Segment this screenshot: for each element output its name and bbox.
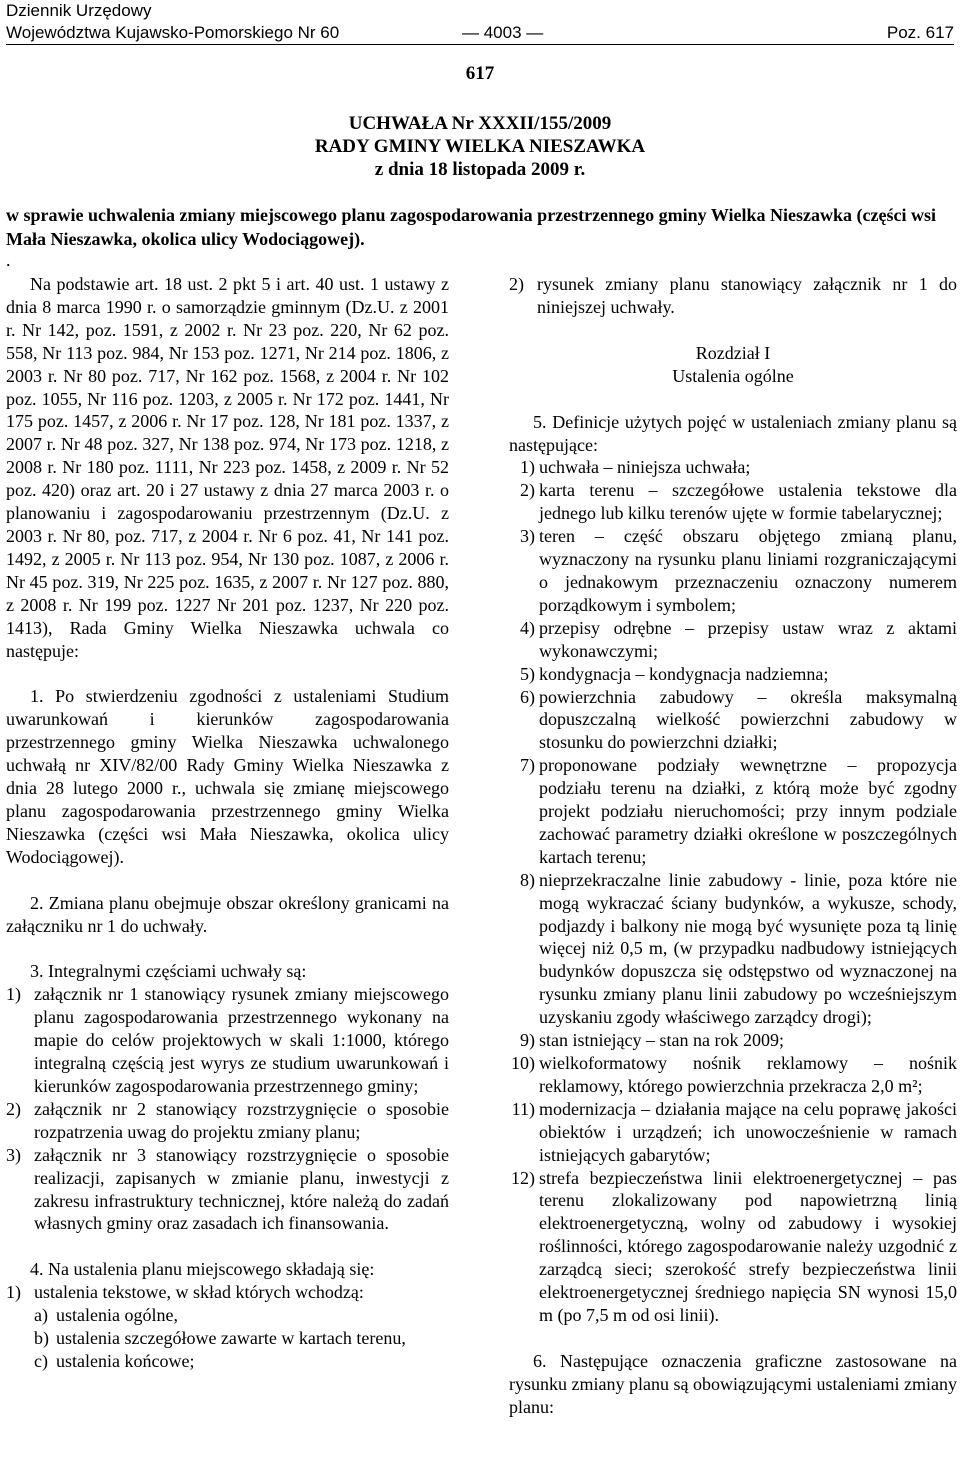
definition-item: 2) karta terenu – szczegółowe ustalenia tekstowe dla jednego lub kilku terenów ujęte w formie tabelarycznej; [520,480,957,524]
definitions-list [509,456,957,1326]
document-title [0,112,960,181]
journal-issue: Województwa Kujawsko-Pomorskiego Nr 60 [6,23,340,42]
definition-item: 5) kondygnacja – kondygnacja nadziemna; [520,663,829,684]
definition-item: 7) proponowane podziały wewnętrzne – propozycja podziału terenu na działki, z którą może być zgodny projekt podziału nieruchomości; przy innym podziale zachować parametry działki określone w poszczególnych kartach terenu; [520,755,957,867]
section-3-list [6,983,449,1235]
list-item: 1) ustalenia tekstowe, w skład których wchodzą: a) ustalenia ogólne, b) ustalenia szczegółowe zawarte w kartach terenu, c) ustalenia końcowe; [6,1281,449,1373]
definition-item: 1) uchwała – niniejsza uchwała; [520,457,751,478]
council-name: RADY GMINY WIELKA NIESZAWKA [314,136,646,157]
resolution-number: UCHWAŁA Nr XXXII/155/2009 [348,113,612,134]
right-column [509,273,957,1419]
sub-list-item: a) ustalenia ogólne, [34,1305,178,1326]
definition-item: 9) stan istniejący – stan na rok 2009; [520,1030,784,1051]
journal-name: Dziennik Urzędowy [6,1,152,20]
page-header [6,0,954,44]
list-item: 1) załącznik nr 1 stanowiący rysunek zmiany miejscowego planu zagospodarowania przestrzennego wykonany na mapie do celów projektowych w skali 1:1000, którego integralną częścią jest wyrys ze studium uwarunkowań i kierunków zagospodarowania przestrzennego gminy; [6,984,449,1096]
definition-item: 10) wielkoformatowy nośnik reklamowy – nośnik reklamowy, którego powierzchnia przekracza 2,0 m²; [511,1053,957,1096]
chapter-heading [509,342,957,388]
section-4: 4. Na ustalenia planu miejscowego składają się: [30,1259,375,1280]
resolution-date: z dnia 18 listopada 2009 r. [374,159,586,180]
definition-item: 6) powierzchnia zabudowy – określa maksymalną dopuszczalną wielkość powierzchni zabudowy w stosunku do powierzchni działki; [520,686,957,753]
list-item: 2) rysunek zmiany planu stanowiący załącznik nr 1 do niniejszej uchwały. [509,274,957,317]
section-5: 5. Definicje użytych pojęć w ustaleniach zmiany planu są następujące: [509,411,957,455]
sub-list [34,1304,449,1373]
section-1: 1. Po stwierdzeniu zgodności z ustaleniami Studium uwarunkowań i kierunków zagospodarowania przestrzennego gminy Wielka Nieszawka uchwalonego uchwałą nr XIV/82/00 Rady Gminy Wielka Nieszawka z dnia 28 lutego 2000 r., uchwala się zmianę miejscowego planu zagospodarowania przestrzennego gminy Wielka Nieszawka (części wsi Mała Nieszawka, okolica ulicy Wodociągowej). [6,686,449,867]
section-2: 2. Zmiana planu obejmuje obszar określony granicami na załączniku nr 1 do uchwały. [6,892,449,936]
section-4-list [6,1281,449,1373]
chapter-title: Ustalenia ogólne [672,365,794,386]
header-divider [6,44,954,45]
definition-item: 11) modernizacja – działania mające na celu poprawę jakości obiektów i urządzeń; ich unowocześnienie w ramach istniejących gabarytów; [511,1098,957,1165]
stray-dot: . [6,250,11,270]
preamble: Na podstawie art. 18 ust. 2 pkt 5 i art. 40 ust. 1 ustawy z dnia 8 marca 1990 r. o samorządzie gminnym (Dz.U. z 2001 r. Nr 142, poz. 1591, z 2002 r. Nr 23 poz. 220, Nr 62 poz. 558, Nr 113 poz. 984, Nr 153 poz. 1271, Nr 214 poz. 1806, z 2003 r. Nr 80 poz. 717, Nr 162 poz. 1568, z 2004 r. Nr 102 poz. 1055, Nr 116 poz. 1203, z 2005 r. Nr 172 poz. 1441, Nr 175 poz. 1457, z 2006 r. Nr 17 poz. 128, Nr 181 poz. 1337, z 2007 r. Nr 48 poz. 327, Nr 138 poz. 974, Nr 173 poz. 1218, z 2008 r. Nr 180 poz. 1111, Nr 223 poz. 1458, z 2009 r. Nr 52 poz. 420) oraz art. 20 i 27 ustawy z dnia 27 marca 2003 r. o planowaniu i zagospodarowaniu przestrzennym (Dz.U. z 2003 r. Nr 80, poz. 717, z 2004 r. Nr 6 poz. 41, Nr 141 poz. 1492, z 2005 r. Nr 113 poz. 954, Nr 130 poz. 1087, z 2006 r. Nr 45 poz. 319, Nr 225 poz. 1635, z 2007 r. Nr 127 poz. 880, z 2008 r. Nr 199 poz. 1227 Nr 201 poz. 1237, Nr 220 poz. 1413), Rada Gminy Wielka Nieszawka uchwala co następuje: [6,274,449,661]
sub-list-item: b) ustalenia szczegółowe zawarte w kartach terenu, [34,1328,406,1349]
definition-item: 8) nieprzekraczalne linie zabudowy - linie, poza które nie mogą wykraczać ściany budynków, a wykusze, schody, podjazdy i balkony nie mogą być wysunięte poza tą linię więcej niż 0,5 m, (w przypadku nadbudowy istniejących budynków dopuszcza się odstępstwo od wyznaczonej na rysunku zmiany planu linii zabudowy po wcześniejszym uzyskaniu zgody właściwego zarządcy drogi); [520,869,957,1028]
position-number: Poz. 617 [886,23,954,42]
document-number: 617 [465,63,495,84]
definition-item: 4) przepisy odrębne – przepisy ustaw wraz z aktami wykonawczymi; [520,617,957,661]
section-6: 6. Następujące oznaczenia graficzne zastosowane na rysunku zmiany planu są obowiązującymi ustaleniami zmiany planu: [509,1350,957,1417]
page-number: — 4003 — [462,23,544,42]
chapter-number: Rozdział I [695,342,771,363]
resolution-subject: w sprawie uchwalenia zmiany miejscowego planu zagospodarowania przestrzennego gminy Wielka Nieszawka (części wsi Mała Nieszawka, okolica ulicy Wodociągowej). [6,205,936,249]
list-item: 2) załącznik nr 2 stanowiący rozstrzygnięcie o sposobie rozpatrzenia uwag do projektu zmiany planu; [6,1098,449,1142]
left-column [6,273,449,1373]
definition-item: 12) strefa bezpieczeństwa linii elektroenergetycznej – pas terenu zlokalizowany pod napowietrzną linią elektroenergetyczną, wolny od zabudowy i wysokiej roślinności, którego zagospodarowanie należy uzgodnić z zarządcą sieci; szerokość strefy bezpieczeństwa linii elektroenergetycznej średniego napięcia SN wynosi 15,0 m (po 7,5 m od osi linii). [511,1167,957,1325]
section-3: 3. Integralnymi częściami uchwały są: [30,961,307,982]
list-item: 3) załącznik nr 3 stanowiący rozstrzygnięcie o sposobie realizacji, zapisanych w zmianie planu, inwestycji z zakresu infrastruktury technicznej, które należą do zadań własnych gminy oraz zasadach ich finansowania. [6,1144,449,1234]
definition-item: 3) teren – część obszaru objętego zmianą planu, wyznaczony na rysunku planu liniami rozgraniczającymi o jednakowym przeznaczeniu oznaczony numerem porządkowym i symbolem; [520,526,957,615]
sub-list-item: c) ustalenia końcowe; [34,1350,195,1371]
section-4-continued [509,273,957,319]
